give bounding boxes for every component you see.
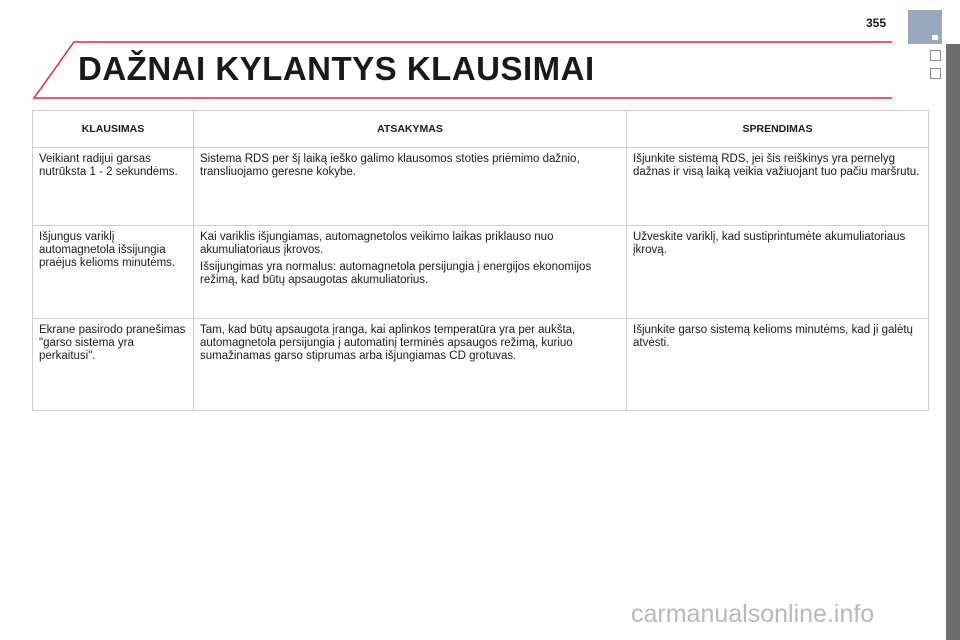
answer-cell: Sistema RDS per šį laiką ieško galimo klausomos stoties priėmimo dažnio, transliuojamo geresne kokybe.: [194, 148, 627, 226]
watermark: carmanualsonline.info: [631, 600, 875, 628]
question-cell: Veikiant radijui garsas nutrūksta 1 - 2 sekundėms.: [33, 148, 194, 226]
question-cell: Išjungus variklį automagnetola išsijungia praėjus kelioms minutėms.: [33, 226, 194, 319]
page-title: DAŽNAI KYLANTYS KLAUSIMAI: [78, 50, 595, 87]
title-banner: [32, 40, 892, 102]
table-row: [33, 319, 929, 411]
header-answer: ATSAKYMAS: [194, 111, 627, 148]
solution-cell: Išjunkite sistemą RDS, jei šis reiškinys yra pernelyg dažnas ir visą laiką veikia važiuojant tuo pačiu maršrutu.: [627, 148, 929, 226]
answer-cell: Kai variklis išjungiamas, automagnetolos veikimo laikas priklauso nuo akumuliatoriaus įkrovos. Išsijungimas yra normalus: automagnetola persijungia į energijos ekonomijos režimą, kad būtų apsaugotas akumuliatorius.: [194, 226, 627, 319]
header-question: KLAUSIMAS: [33, 111, 194, 148]
corner-tab-marker: [932, 35, 938, 40]
answer-cell: Tam, kad būtų apsaugota įranga, kai aplinkos temperatūra yra per aukšta, automagnetola persijungia į automatinį terminės apsaugos režimą, kuriuo sumažinamas garso stiprumas arba išjungiamas CD grotuvas.: [194, 319, 627, 411]
solution-cell: Užveskite variklį, kad sustiprintumėte akumuliatoriaus įkrovą.: [627, 226, 929, 319]
table-row: [33, 226, 929, 319]
side-strip: [946, 44, 960, 640]
side-checkbox-1: [930, 50, 941, 61]
corner-tab: [908, 10, 942, 44]
faq-table: [32, 110, 929, 411]
table-row: [33, 148, 929, 226]
question-cell: Ekrane pasirodo pranešimas "garso sistema yra perkaitusi".: [33, 319, 194, 411]
page-number: 355: [866, 16, 887, 30]
solution-cell: Išjunkite garso sistemą kelioms minutėms, kad ji galėtų atvėsti.: [627, 319, 929, 411]
table-header-row: [33, 111, 929, 148]
side-checkbox-2: [930, 68, 941, 79]
header-solution: SPRENDIMAS: [627, 111, 929, 148]
